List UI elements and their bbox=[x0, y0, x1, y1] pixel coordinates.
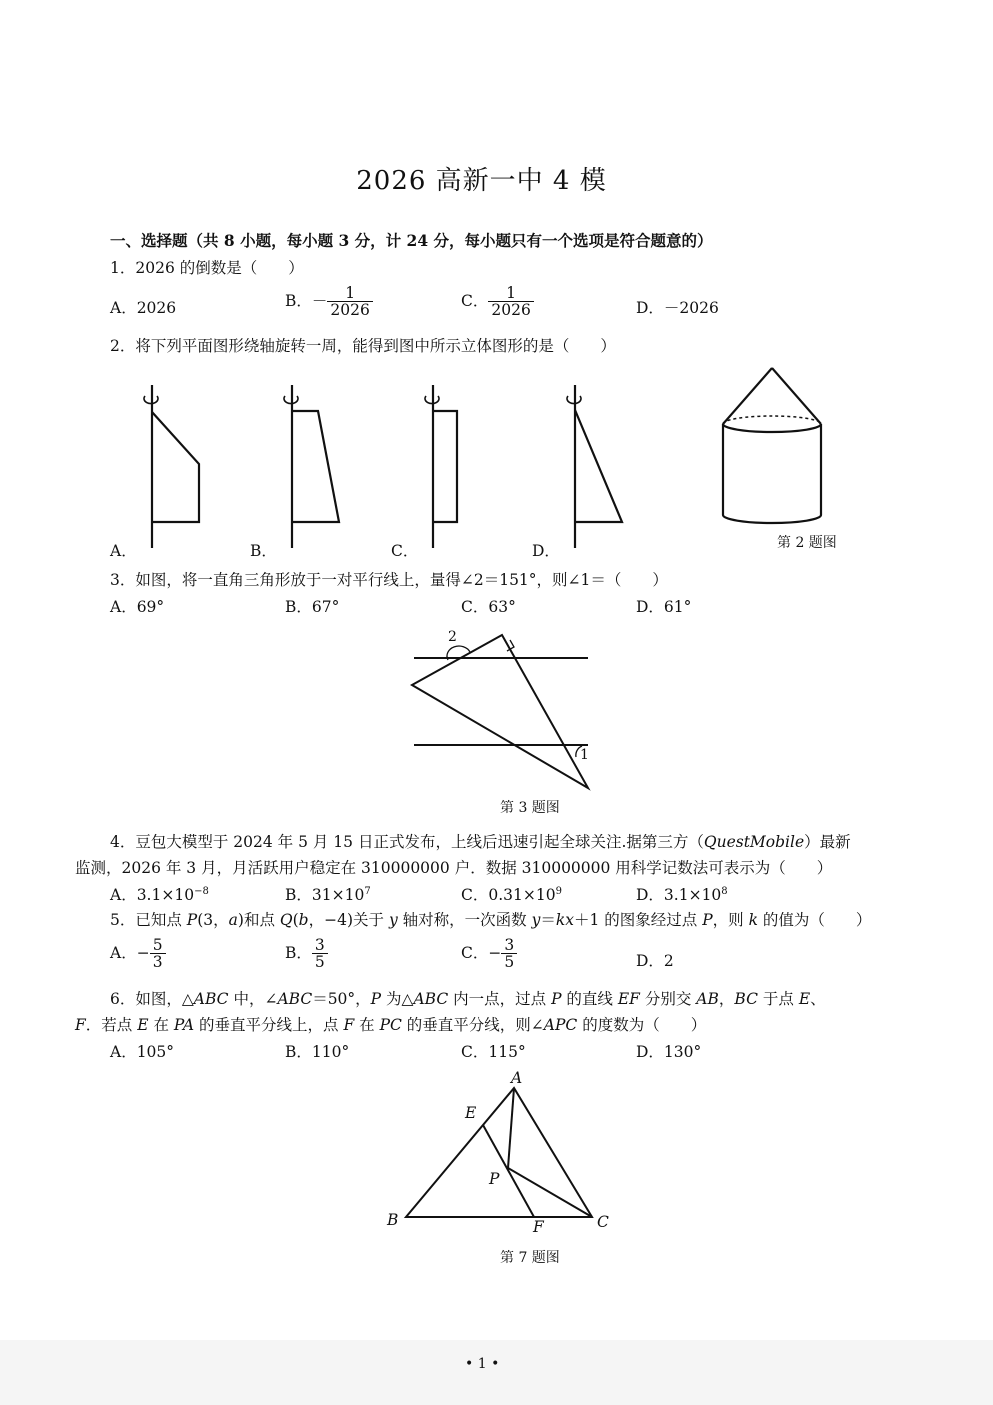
q6-var: BC bbox=[734, 990, 758, 1008]
q6-text: 中，∠ bbox=[228, 990, 278, 1008]
q6-var: ABC bbox=[193, 990, 229, 1008]
q6-text: 6．如图，△ bbox=[110, 990, 194, 1008]
q3-stem: 3．如图，将一直角三角形放于一对平行线上，量得∠2＝151°，则∠1＝（ ） bbox=[110, 571, 668, 589]
q6-text: 为△ bbox=[381, 990, 414, 1008]
q1-option-b-sign: － bbox=[311, 291, 328, 310]
q5-var: P bbox=[702, 911, 713, 929]
q5-var: k bbox=[748, 911, 758, 929]
q4-line-1-end: ）最新 bbox=[804, 833, 851, 851]
page-title: 2026 高新一中 4 模 bbox=[356, 166, 607, 196]
q5-option-b-denominator: 5 bbox=[314, 953, 325, 972]
q5-option-a-denominator: 3 bbox=[152, 953, 163, 972]
q6-var: APC bbox=[543, 1016, 578, 1034]
q6-point-p-label: P bbox=[489, 1170, 500, 1188]
q4-option-a-exponent: −8 bbox=[194, 885, 209, 897]
q5-stem-part: ，−4)关于 bbox=[308, 911, 389, 929]
q5-stem-part: 轴对称，一次函数 bbox=[397, 911, 532, 929]
q5-var: Q bbox=[279, 911, 293, 929]
q6-option-b: B．110° bbox=[285, 1043, 350, 1061]
q6-var: ABC bbox=[277, 990, 313, 1008]
q6-var: PA bbox=[173, 1016, 195, 1034]
q6-text: 、 bbox=[810, 990, 826, 1008]
q6-var: F bbox=[343, 1016, 355, 1034]
q6-text: ， bbox=[718, 990, 735, 1008]
q5-option-a-sign: − bbox=[136, 943, 150, 962]
q1-option-c-label: C． bbox=[461, 291, 489, 310]
page-footer-band bbox=[0, 1340, 993, 1405]
q1-option-b-label: B． bbox=[285, 291, 312, 310]
q6-point-b-label: B bbox=[387, 1211, 399, 1229]
q1-stem: 1．2026 的倒数是（ ） bbox=[110, 259, 304, 277]
q6-text: 的垂直平分线上，点 bbox=[194, 1016, 344, 1034]
q6-text: 分别交 bbox=[639, 990, 697, 1008]
q2-label-c: C． bbox=[391, 542, 419, 560]
q6-var: E bbox=[798, 990, 811, 1008]
q5-stem-part: ，则 bbox=[712, 911, 749, 929]
q5-var: b bbox=[298, 911, 309, 929]
q5-stem-part: 5．已知点 bbox=[110, 911, 187, 929]
q6-var: ABC bbox=[413, 990, 449, 1008]
q5-option-c-denominator: 5 bbox=[504, 953, 515, 972]
q5-stem-part: ( bbox=[292, 911, 299, 929]
q5-option-c-sign: − bbox=[488, 943, 502, 962]
q5-var: y bbox=[388, 911, 398, 929]
q5-option-a-label: A． bbox=[110, 943, 137, 962]
q1-option-c-numerator: 1 bbox=[488, 285, 533, 302]
q6-var: AB bbox=[696, 990, 719, 1008]
q5-stem-part: ＝ bbox=[540, 911, 556, 929]
q6-text: ＝50°， bbox=[312, 990, 371, 1008]
q5-var: y bbox=[531, 911, 541, 929]
q6-option-d: D．130° bbox=[636, 1043, 702, 1061]
q1-option-a: A．2026 bbox=[110, 299, 177, 317]
q3-option-d: D．61° bbox=[636, 598, 692, 616]
q6-option-c: C．115° bbox=[461, 1043, 526, 1061]
q6-caption: 第 7 题图 bbox=[500, 1250, 560, 1266]
q3-option-a: A．69° bbox=[110, 598, 165, 616]
q4-option-d-base: D．3.1×10 bbox=[636, 886, 722, 904]
q6-var: E bbox=[137, 1016, 149, 1034]
q6-point-f-label: F bbox=[533, 1218, 544, 1236]
q5-stem-part: )和点 bbox=[237, 911, 280, 929]
q4-source-name: QuestMobile bbox=[703, 833, 805, 851]
q1-option-c-denominator: 2026 bbox=[491, 301, 531, 320]
q5-var: kx bbox=[555, 911, 574, 929]
page-number: • 1 • bbox=[465, 1356, 500, 1372]
q2-label-d: D． bbox=[532, 542, 560, 560]
section-heading: 一、选择题（共 8 小题，每小题 3 分，计 24 分，每小题只有一个选项是符合题意的） bbox=[110, 231, 713, 250]
q5-option-b-label: B． bbox=[285, 943, 312, 962]
q6-text: 的直线 bbox=[561, 990, 618, 1008]
q6-var: P bbox=[551, 990, 562, 1008]
q6-var: P bbox=[370, 990, 382, 1008]
q6-text: 的垂直平分线，则∠ bbox=[401, 1016, 544, 1034]
q1-option-b-numerator: 1 bbox=[327, 285, 372, 302]
q3-option-b: B．67° bbox=[285, 598, 340, 616]
q5-stem-part: (3， bbox=[197, 911, 229, 929]
q6-text: 的度数为（ ） bbox=[577, 1016, 707, 1034]
q4-option-c-base: C．0.31×10 bbox=[461, 886, 556, 904]
q5-option-c-numerator: 3 bbox=[501, 937, 517, 954]
q3-option-c: C．63° bbox=[461, 598, 516, 616]
q6-var: EF bbox=[617, 990, 640, 1008]
q4-option-b-base: B．31×10 bbox=[285, 886, 365, 904]
q6-text: 在 bbox=[148, 1016, 174, 1034]
q4-option-a-base: A．3.1×10 bbox=[110, 886, 195, 904]
q4-option-b-exponent: 7 bbox=[364, 885, 371, 897]
q2-label-b: B． bbox=[250, 542, 277, 560]
q1-option-b-denominator: 2026 bbox=[330, 301, 370, 320]
q5-var: P bbox=[186, 911, 198, 929]
q5-stem-part: ＋1 的图象经过点 bbox=[573, 911, 703, 929]
q6-text: 在 bbox=[354, 1016, 380, 1034]
q4-option-d-exponent: 8 bbox=[721, 885, 728, 897]
q5-option-d: D．2 bbox=[636, 952, 674, 970]
q6-point-a-label: A bbox=[511, 1069, 523, 1087]
q3-caption: 第 3 题图 bbox=[500, 800, 560, 816]
q3-angle-2-label: 2 bbox=[448, 629, 457, 645]
q6-point-e-label: E bbox=[465, 1104, 477, 1122]
q6-text: 于点 bbox=[757, 990, 799, 1008]
q6-var: F bbox=[75, 1016, 86, 1034]
q6-option-a: A．105° bbox=[110, 1043, 175, 1061]
q6-var: PC bbox=[379, 1016, 402, 1034]
q4-line-2: 监测，2026 年 3 月，月活跃用户稳定在 310000000 户．数据 310000000 用科学记数法可表示为（ ） bbox=[75, 859, 833, 877]
q1-option-d: D．－2026 bbox=[636, 299, 719, 317]
q5-option-c-label: C． bbox=[461, 943, 489, 962]
q4-line-1-text: 4．豆包大模型于 2024 年 5 月 15 日正式发布，上线后迅速引起全球关注.据第三方（ bbox=[110, 833, 704, 851]
q2-caption: 第 2 题图 bbox=[777, 535, 837, 551]
q2-stem: 2．将下列平面图形绕轴旋转一周，能得到图中所示立体图形的是（ ） bbox=[110, 337, 616, 355]
q5-option-b-numerator: 3 bbox=[312, 937, 328, 954]
q5-stem-part: 的值为（ ） bbox=[757, 911, 872, 929]
q4-option-c-exponent: 9 bbox=[555, 885, 562, 897]
q6-text: 内一点，过点 bbox=[448, 990, 552, 1008]
q6-text: ．若点 bbox=[85, 1016, 138, 1034]
q6-point-c-label: C bbox=[597, 1213, 609, 1231]
q2-label-a: A． bbox=[110, 542, 137, 560]
q3-angle-1-label: 1 bbox=[580, 747, 589, 763]
q5-var: a bbox=[228, 911, 238, 929]
q6-segment-pa bbox=[508, 1088, 514, 1168]
q5-option-a-numerator: 5 bbox=[150, 937, 166, 954]
